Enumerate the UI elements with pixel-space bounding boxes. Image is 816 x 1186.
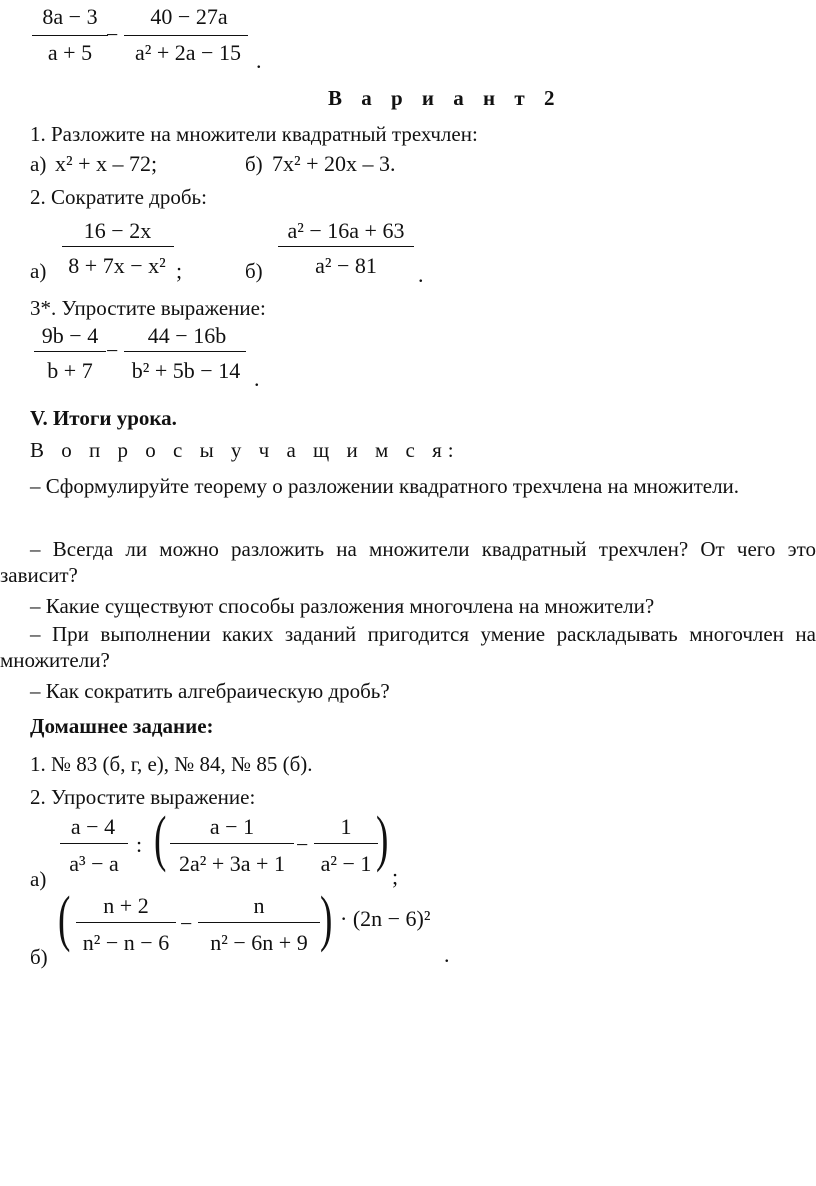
fraction-bar bbox=[124, 351, 246, 352]
task2-a-label: а) bbox=[30, 259, 47, 283]
right-paren: ) bbox=[376, 805, 389, 873]
task2-b-label: б) bbox=[245, 259, 263, 283]
fraction-bar bbox=[314, 843, 378, 844]
fraction-bar bbox=[198, 922, 320, 923]
fraction-numerator: 8a − 3 bbox=[42, 4, 98, 29]
questions-title: В о п р о с ы у ч а щ и м с я: bbox=[30, 438, 460, 462]
fraction-denominator: 2a² + 3a + 1 bbox=[179, 851, 285, 876]
fraction-numerator: a − 4 bbox=[70, 814, 116, 839]
minus-sign: − bbox=[106, 22, 119, 47]
task1-a-expression: x² + x – 72; bbox=[55, 151, 158, 176]
fraction-numerator: a² − 16a + 63 bbox=[287, 218, 405, 243]
fraction-denominator: n² − 6n + 9 bbox=[210, 930, 308, 955]
fraction-bar bbox=[278, 246, 414, 247]
question-item: – При выполнении каких заданий пригодится умение раскладывать многочлен на множители? bbox=[0, 622, 816, 672]
task1-a-label: а) bbox=[30, 152, 47, 176]
minus-sign: − bbox=[106, 338, 119, 363]
fraction-denominator: a² + 2a − 15 bbox=[135, 40, 241, 65]
task1-b-label: б) bbox=[245, 152, 263, 176]
minus-sign: − bbox=[296, 832, 309, 857]
fraction-numerator: a − 1 bbox=[209, 814, 255, 839]
fraction-denominator: b + 7 bbox=[47, 358, 93, 383]
homework-item-2-text: 2. Упростите выражение: bbox=[30, 785, 256, 809]
task1-text: 1. Разложите на множители квадратный трехчлен: bbox=[30, 122, 478, 146]
question-item: – Всегда ли можно разложить на множители квадратный трехчлен? От чего это зависит? bbox=[0, 537, 816, 587]
fraction-denominator: b² + 5b − 14 bbox=[131, 358, 241, 383]
homework2-a-label: а) bbox=[30, 867, 47, 891]
fraction-bar bbox=[170, 843, 294, 844]
left-paren: ( bbox=[58, 885, 71, 953]
semicolon: ; bbox=[392, 864, 399, 889]
task3-text: 3*. Упростите выражение: bbox=[30, 296, 266, 320]
question-item: – Сформулируйте теорему о разложении квадратного трехчлена на множители. bbox=[30, 474, 740, 498]
fraction-denominator: 8 + 7x − x² bbox=[68, 253, 166, 278]
fraction-denominator: a³ − a bbox=[69, 851, 119, 876]
fraction-denominator: a² − 81 bbox=[315, 253, 377, 278]
variant-title: В а р и а н т 2 bbox=[328, 86, 562, 110]
fraction-numerator: 9b − 4 bbox=[41, 323, 99, 348]
period: . bbox=[254, 366, 260, 391]
homework2-b-label: б) bbox=[30, 945, 48, 969]
minus-sign: − bbox=[180, 911, 193, 936]
fraction-numerator: 16 − 2x bbox=[83, 218, 152, 243]
fraction-numerator: 1 bbox=[340, 814, 352, 839]
fraction-bar bbox=[60, 843, 128, 844]
period: . bbox=[256, 48, 262, 73]
semicolon: ; bbox=[176, 258, 183, 283]
period: . bbox=[444, 942, 450, 967]
fraction-denominator: n² − n − 6 bbox=[82, 930, 170, 955]
multiply-term: · (2n − 6)² bbox=[340, 906, 431, 931]
fraction-bar bbox=[34, 351, 106, 352]
fraction-bar bbox=[76, 922, 176, 923]
left-paren: ( bbox=[154, 805, 167, 873]
fraction-numerator: n + 2 bbox=[103, 893, 149, 918]
fraction-numerator: 44 − 16b bbox=[147, 323, 227, 348]
homework-title: Домашнее задание: bbox=[30, 714, 214, 738]
period: . bbox=[418, 262, 424, 287]
fraction-numerator: 40 − 27a bbox=[150, 4, 228, 29]
colon-sign: : bbox=[136, 832, 143, 857]
right-paren: ) bbox=[320, 885, 333, 953]
fraction-bar bbox=[62, 246, 174, 247]
fraction-bar bbox=[32, 35, 108, 36]
task2-text: 2. Сократите дробь: bbox=[30, 185, 207, 209]
fraction-denominator: a² − 1 bbox=[320, 851, 372, 876]
question-item: – Как сократить алгебраическую дробь? bbox=[30, 679, 390, 703]
homework-item-1: 1. № 83 (б, г, е), № 84, № 85 (б). bbox=[30, 752, 313, 776]
section5-title: V. Итоги урока. bbox=[30, 406, 177, 430]
question-item: – Какие существуют способы разложения многочлена на множители? bbox=[30, 594, 655, 618]
fraction-numerator: n bbox=[253, 893, 265, 918]
fraction-denominator: a + 5 bbox=[47, 40, 93, 65]
task1-b-expression: 7x² + 20x – 3. bbox=[272, 151, 396, 176]
fraction-bar bbox=[124, 35, 248, 36]
